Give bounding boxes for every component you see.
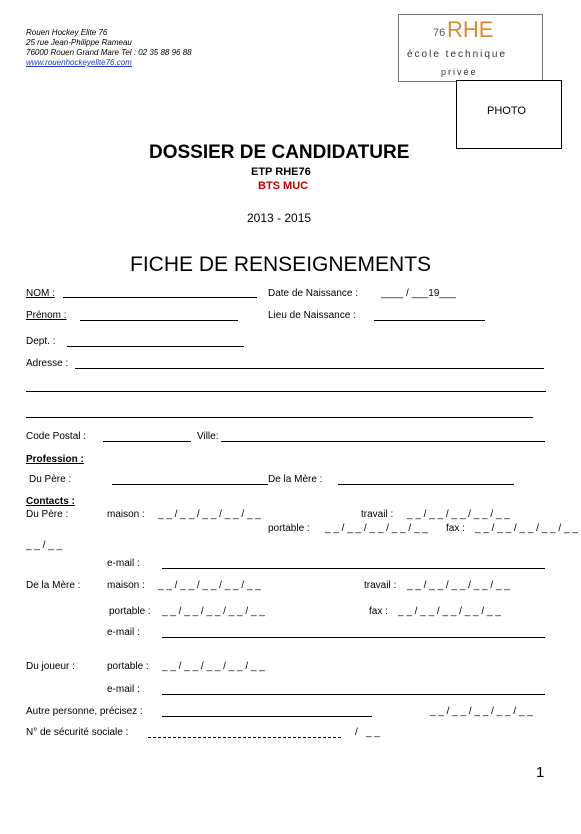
club-street: 25 rue Jean-Philippe Rameau xyxy=(26,38,132,47)
lieu-naissance-field[interactable] xyxy=(374,320,485,321)
maison-pere-field[interactable]: _ _ / _ _ / _ _ / _ _ / _ _ xyxy=(158,509,261,520)
fax-pere-field[interactable]: _ _ / _ _ / _ _ / _ _ / _ _ xyxy=(475,523,578,534)
dept-field[interactable] xyxy=(67,346,244,347)
prenom-field[interactable] xyxy=(80,320,238,321)
code-postal-field[interactable] xyxy=(103,441,191,442)
label-code-postal: Code Postal : xyxy=(26,431,87,442)
ville-field[interactable] xyxy=(221,441,545,442)
label-fax-pere: fax : xyxy=(446,523,465,534)
travail-pere-field[interactable]: _ _ / _ _ / _ _ / _ _ / _ _ xyxy=(407,509,510,520)
travail-mere-field[interactable]: _ _ / _ _ / _ _ / _ _ / _ _ xyxy=(407,580,510,591)
adresse-field-2[interactable] xyxy=(26,391,546,392)
contacts-title: Contacts : xyxy=(26,496,75,507)
label-ville: Ville: xyxy=(197,431,219,442)
profession-pere-field[interactable] xyxy=(112,484,268,485)
logo-line1: école technique xyxy=(407,49,508,60)
portable-pere-field[interactable]: _ _ / _ _ / _ _ / _ _ / _ _ xyxy=(325,523,428,534)
email-pere-field[interactable] xyxy=(162,568,545,569)
subtitle-bts: BTS MUC xyxy=(258,180,309,192)
label-adresse: Adresse : xyxy=(26,358,69,369)
label-profession-mere: De la Mère : xyxy=(268,474,323,485)
label-travail-mere: travail : xyxy=(364,580,397,591)
adresse-field-1[interactable] xyxy=(75,368,544,369)
label-profession-pere: Du Père : xyxy=(29,474,72,485)
page-number: 1 xyxy=(536,764,545,781)
photo-label: PHOTO xyxy=(487,105,526,117)
label-email-mere: e-mail : xyxy=(107,627,140,638)
website-link[interactable]: www.rouenhockeyelite76.com xyxy=(26,58,132,67)
secu-field[interactable] xyxy=(148,737,341,738)
maison-mere-field[interactable]: _ _ / _ _ / _ _ / _ _ / _ _ xyxy=(158,580,261,591)
label-contact-joueur: Du joueur : xyxy=(26,661,75,672)
email-joueur-field[interactable] xyxy=(162,694,545,695)
photo-box[interactable] xyxy=(456,80,562,149)
secu-key-field[interactable]: _ _ xyxy=(366,727,380,738)
label-nom: NOM : xyxy=(26,288,55,299)
label-maison-mere: maison : xyxy=(107,580,145,591)
adresse-field-3[interactable] xyxy=(26,417,533,418)
label-email-joueur: e-mail : xyxy=(107,684,140,695)
autre-personne-field[interactable] xyxy=(162,716,372,717)
logo-line2: privée xyxy=(441,67,478,77)
label-contact-pere: Du Père : xyxy=(26,509,69,520)
label-email-pere: e-mail : xyxy=(107,558,140,569)
school-logo xyxy=(398,14,543,82)
label-portable-joueur: portable : xyxy=(107,661,149,672)
portable-mere-field[interactable]: _ _ / _ _ / _ _ / _ _ / _ _ xyxy=(162,606,265,617)
label-portable-pere: portable : xyxy=(268,523,310,534)
club-website[interactable] xyxy=(26,58,132,68)
date-naissance-field[interactable]: ____ / ___19___ xyxy=(381,288,457,299)
subtitle-etp: ETP RHE76 xyxy=(251,166,311,178)
fax-mere-field[interactable]: _ _ / _ _ / _ _ / _ _ / _ _ xyxy=(398,606,501,617)
nom-field[interactable] xyxy=(63,297,257,298)
label-portable-mere: portable : xyxy=(109,606,151,617)
label-dept: Dept. : xyxy=(26,336,56,347)
logo-number: 76 xyxy=(433,27,446,39)
club-name: Rouen Hockey Elite 76 xyxy=(26,28,108,37)
label-travail-pere: travail : xyxy=(361,509,394,520)
fax-pere-field-wrap[interactable]: _ _ / _ _ xyxy=(26,540,63,551)
label-secu: N° de sécurité sociale : xyxy=(26,727,129,738)
label-autre-personne: Autre personne, précisez : xyxy=(26,706,143,717)
years: 2013 - 2015 xyxy=(247,211,312,225)
label-maison-pere: maison : xyxy=(107,509,145,520)
logo-letters: RHE xyxy=(447,17,494,42)
autre-personne-phone-field[interactable]: _ _ / _ _ / _ _ / _ _ / _ _ xyxy=(430,706,533,717)
secu-slash: / xyxy=(355,727,358,738)
profession-title: Profession : xyxy=(26,454,84,465)
page-title: DOSSIER DE CANDIDATURE xyxy=(149,142,410,163)
label-fax-mere: fax : xyxy=(369,606,388,617)
label-contact-mere: De la Mère : xyxy=(26,580,81,591)
club-city-tel: 76000 Rouen Grand Mare Tel : 02 35 88 96 88 xyxy=(26,48,192,57)
profession-mere-field[interactable] xyxy=(338,484,514,485)
label-prenom: Prénom : xyxy=(26,310,67,321)
portable-joueur-field[interactable]: _ _ / _ _ / _ _ / _ _ / _ _ xyxy=(162,661,265,672)
email-mere-field[interactable] xyxy=(162,637,545,638)
label-date-naissance: Date de Naissance : xyxy=(268,288,359,299)
fiche-title: FICHE DE RENSEIGNEMENTS xyxy=(130,253,432,276)
label-lieu-naissance: Lieu de Naissance : xyxy=(268,310,356,321)
